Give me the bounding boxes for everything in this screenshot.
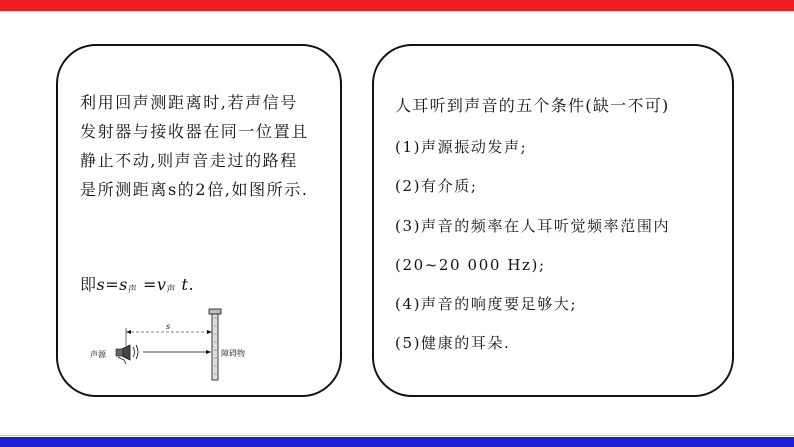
echo-distance-card	[56, 44, 342, 397]
distance-arrow-right-head	[207, 330, 212, 334]
formula-sub-1: 声	[127, 285, 138, 295]
formula-v: v	[156, 275, 167, 294]
condition-item-3-range: (20~20 000 Hz);	[395, 255, 546, 274]
echo-formula	[80, 272, 194, 295]
obstacle-label: 障碍物	[221, 349, 245, 358]
sound-source-icon	[116, 345, 138, 364]
formula-end: .	[188, 275, 195, 294]
formula-eq-2: =	[142, 275, 157, 294]
echo-explanation-text	[80, 88, 328, 204]
top-divider-line	[0, 11, 794, 12]
formula-eq-1: =	[105, 275, 120, 294]
condition-item-1: (1)声源振动发声;	[395, 138, 528, 156]
explanation-line-3: 静止不动,则声音走过的路程	[80, 151, 298, 170]
explanation-line-2: 发射器与接收器在同一位置且	[80, 122, 309, 141]
explanation-line-4: 是所测距离s的2倍,如图所示.	[80, 180, 309, 199]
condition-item-5: (5)健康的耳朵.	[395, 334, 511, 353]
top-red-stripe	[0, 0, 794, 11]
sound-path-arrow	[206, 350, 211, 354]
conditions-title: 人耳听到声音的五个条件(缺一不可)	[395, 96, 670, 115]
bottom-accent-bar	[0, 435, 794, 447]
formula-t: t	[181, 275, 189, 294]
obstacle-wall	[209, 309, 221, 380]
bottom-blue-stripe	[0, 437, 794, 447]
distance-label: s	[166, 322, 171, 331]
condition-item-3: (3)声音的频率在人耳听觉频率范围内	[395, 216, 671, 235]
condition-item-2: (2)有介质;	[395, 177, 478, 196]
formula-prefix: 即	[80, 275, 97, 294]
top-accent-bar	[0, 0, 794, 14]
hearing-conditions-card	[372, 44, 734, 397]
sound-source-label: 声源	[90, 350, 106, 359]
bottom-divider-line	[0, 435, 794, 436]
formula-sub-2: 声	[166, 285, 176, 295]
echo-diagram	[88, 300, 248, 390]
condition-item-4: (4)声音的响度要足够大;	[395, 295, 578, 314]
conditions-list	[395, 136, 725, 372]
distance-arrow-left-head	[126, 330, 131, 334]
formula-s: s	[96, 275, 106, 294]
formula-s-sound: s	[119, 275, 128, 294]
explanation-line-1: 利用回声测距离时,若声信号	[80, 93, 298, 112]
